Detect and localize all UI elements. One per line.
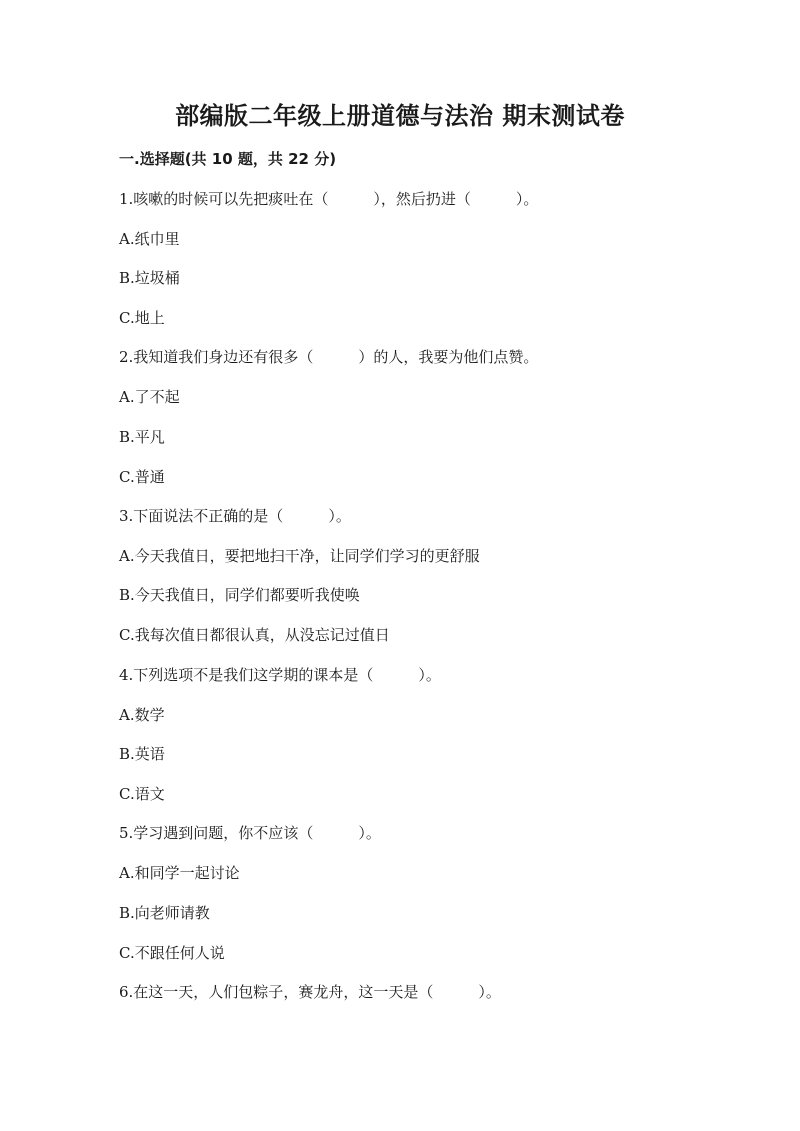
question-3-option-c: C.我每次值日都很认真，从没忘记过值日 — [119, 626, 390, 644]
question-5-option-a: A.和同学一起讨论 — [119, 864, 240, 882]
question-1-stem: 1.咳嗽的时候可以先把痰吐在（ ），然后扔进（ ）。 — [119, 190, 539, 208]
question-5-option-b: B.向老师请教 — [119, 904, 210, 922]
question-2-option-c: C.普通 — [119, 468, 165, 486]
question-4-stem: 4.下列选项不是我们这学期的课本是（ ）。 — [119, 666, 441, 684]
question-5-option-c: C.不跟任何人说 — [119, 944, 225, 962]
question-2-option-b: B.平凡 — [119, 428, 165, 446]
question-4-option-a: A.数学 — [119, 706, 165, 724]
question-3-option-a: A.今天我值日，要把地扫干净，让同学们学习的更舒服 — [119, 547, 480, 565]
question-1-option-c: C.地上 — [119, 309, 165, 327]
question-4-option-b: B.英语 — [119, 745, 165, 763]
question-3-option-b: B.今天我值日，同学们都要听我使唤 — [119, 586, 360, 604]
question-2-stem: 2.我知道我们身边还有很多（ ）的人，我要为他们点赞。 — [119, 348, 539, 366]
question-1-option-a: A.纸巾里 — [119, 230, 180, 248]
question-4-option-c: C.语文 — [119, 785, 165, 803]
question-2-option-a: A.了不起 — [119, 388, 180, 406]
question-5-stem: 5.学习遇到问题，你不应该（ ）。 — [119, 824, 381, 842]
question-3-stem: 3.下面说法不正确的是（ ）。 — [119, 507, 351, 525]
question-1-option-b: B.垃圾桶 — [119, 269, 180, 287]
section-heading: 一.选择题(共 10 题，共 22 分) — [119, 150, 337, 168]
page-title: 部编版二年级上册道德与法治 期末测试卷 — [175, 101, 625, 130]
question-6-stem: 6.在这一天，人们包粽子，赛龙舟，这一天是（ ）。 — [119, 983, 501, 1001]
